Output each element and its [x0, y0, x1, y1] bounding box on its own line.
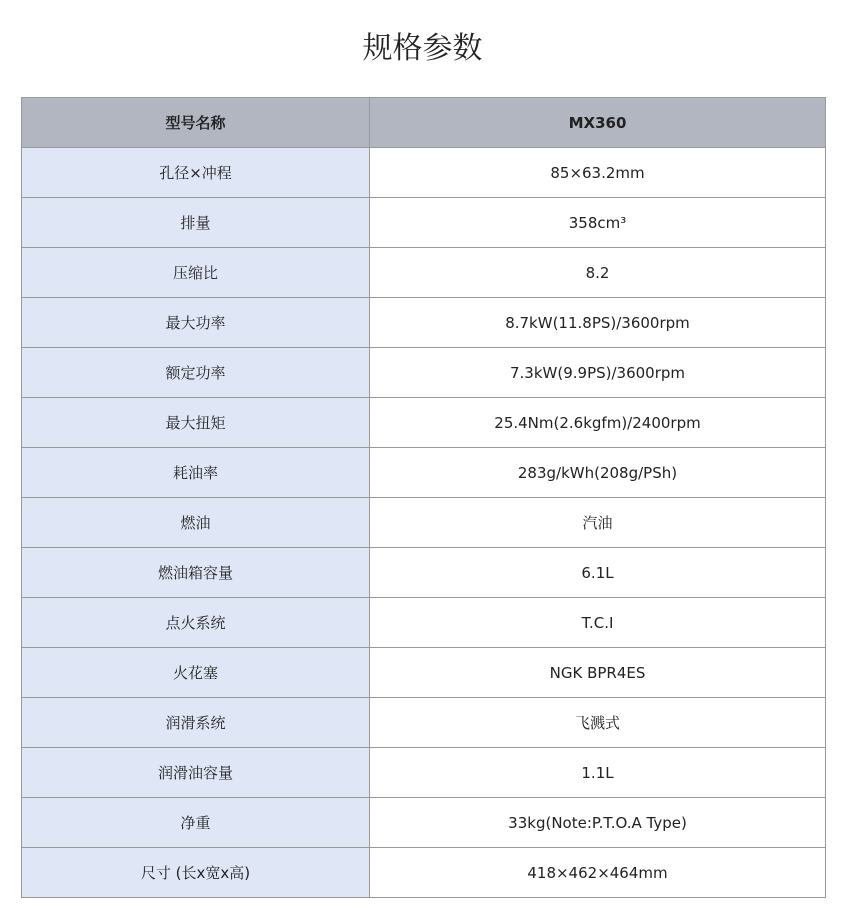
table-row — [22, 498, 826, 548]
table-row — [22, 398, 826, 448]
page-title: 规格参数 — [362, 31, 483, 66]
table-row — [22, 598, 826, 648]
table-row — [22, 448, 826, 498]
row-value: T.C.I — [370, 598, 826, 648]
row-value: 7.3kW(9.9PS)/3600rpm — [370, 348, 826, 398]
row-value: 汽油 — [370, 498, 826, 548]
table-row — [22, 248, 826, 298]
row-label: 排量 — [22, 198, 370, 248]
spec-table — [21, 97, 826, 898]
row-value: 1.1L — [370, 748, 826, 798]
table-row — [22, 548, 826, 598]
row-label: 火花塞 — [22, 648, 370, 698]
row-label: 润滑系统 — [22, 698, 370, 748]
row-value: 283g/kWh(208g/PSh) — [370, 448, 826, 498]
row-label: 燃油 — [22, 498, 370, 548]
header-model-value: MX360 — [370, 98, 826, 148]
row-label: 压缩比 — [22, 248, 370, 298]
row-label: 耗油率 — [22, 448, 370, 498]
row-label: 最大功率 — [22, 298, 370, 348]
row-value: 25.4Nm(2.6kgfm)/2400rpm — [370, 398, 826, 448]
row-value: 418×462×464mm — [370, 848, 826, 898]
table-row — [22, 298, 826, 348]
row-value: 6.1L — [370, 548, 826, 598]
row-value: 358cm³ — [370, 198, 826, 248]
row-value: 85×63.2mm — [370, 148, 826, 198]
row-value: 8.7kW(11.8PS)/3600rpm — [370, 298, 826, 348]
table-row — [22, 348, 826, 398]
row-label: 润滑油容量 — [22, 748, 370, 798]
spec-table-body — [22, 148, 826, 898]
row-label: 最大扭矩 — [22, 398, 370, 448]
header-model-name-label: 型号名称 — [22, 98, 370, 148]
table-row — [22, 848, 826, 898]
table-row — [22, 198, 826, 248]
table-header-row — [22, 98, 826, 148]
table-row — [22, 648, 826, 698]
table-row — [22, 148, 826, 198]
row-value: 飞溅式 — [370, 698, 826, 748]
row-value: NGK BPR4ES — [370, 648, 826, 698]
row-label: 净重 — [22, 798, 370, 848]
row-label: 尺寸 (长x宽x高) — [22, 848, 370, 898]
spec-table-header — [22, 98, 826, 148]
row-value: 33kg(Note:P.T.O.A Type) — [370, 798, 826, 848]
row-label: 点火系统 — [22, 598, 370, 648]
row-value: 8.2 — [370, 248, 826, 298]
table-row — [22, 698, 826, 748]
row-label: 孔径×冲程 — [22, 148, 370, 198]
row-label: 额定功率 — [22, 348, 370, 398]
row-label: 燃油箱容量 — [22, 548, 370, 598]
table-row — [22, 748, 826, 798]
table-row — [22, 798, 826, 848]
